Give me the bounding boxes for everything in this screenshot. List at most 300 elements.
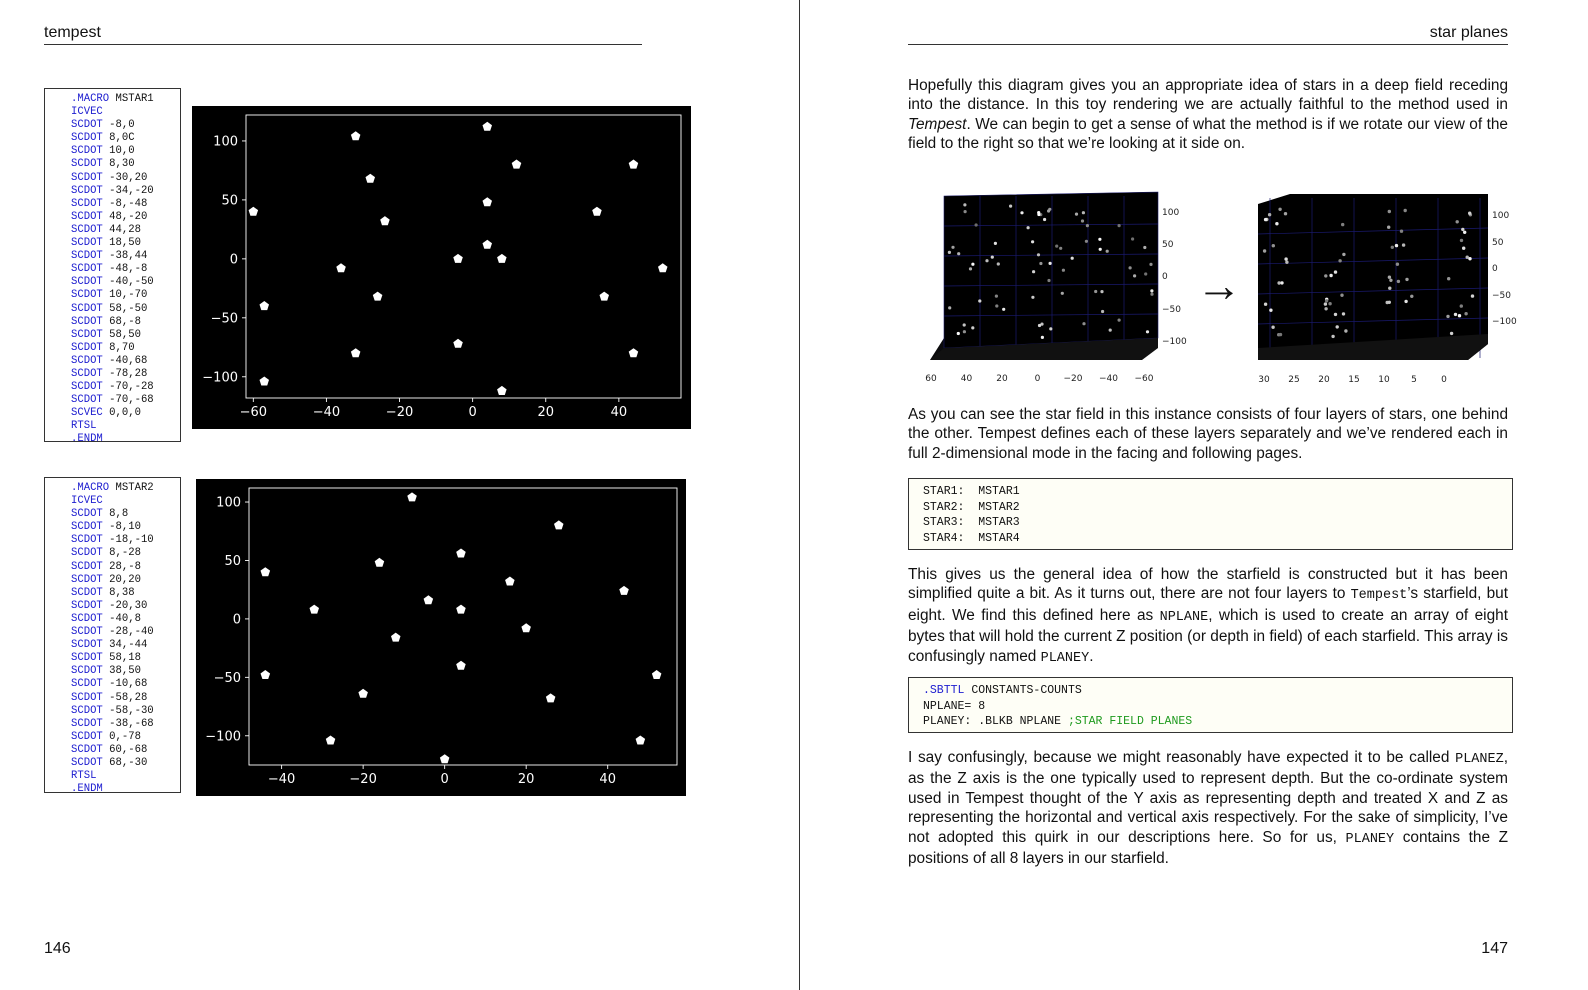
code-argument: -38,-68	[102, 717, 154, 730]
code-argument: 34,-44	[102, 639, 148, 652]
code-line	[71, 342, 172, 355]
code-argument: 68,-30	[102, 756, 148, 769]
code-argument: -8,0	[102, 119, 135, 132]
code-keyword: SCDOT	[71, 560, 103, 573]
head-rule	[908, 44, 1508, 45]
code-keyword: .ENDM	[71, 783, 103, 796]
star-point	[991, 256, 994, 259]
code-argument: 44,28	[102, 223, 141, 236]
code-keyword: SCDOT	[71, 367, 103, 380]
code-keyword: SCDOT	[71, 276, 103, 289]
star-point	[1031, 296, 1034, 299]
paragraph-intro: Hopefully this diagram gives you an appropriate idea of stars in a deep field receding into the distance. In this toy rendering we are actually faithful to the method used in Tempest. We can begin to get a sense of what the method is if we rotate our view of the field to the right so that we’re looking at it side on.	[908, 77, 1508, 153]
star-scatter-chart-mstar1	[192, 106, 691, 429]
code-keyword: SCDOT	[71, 381, 103, 394]
star-point	[1144, 272, 1147, 275]
code-line	[71, 692, 172, 705]
star-point	[1094, 290, 1097, 293]
star-point	[1462, 247, 1465, 250]
code-line	[71, 718, 172, 731]
code-keyword: SCDOT	[71, 717, 103, 730]
code-keyword: SCDOT	[71, 665, 103, 678]
code-keyword: SCDOT	[71, 171, 103, 184]
star-point	[1133, 274, 1136, 277]
code-keyword: SCDOT	[71, 302, 103, 315]
star-point	[1062, 269, 1065, 272]
star-point	[1118, 224, 1121, 227]
code-keyword: SCDOT	[71, 315, 103, 328]
x-tick-label: 20	[517, 772, 535, 787]
star-point	[1344, 329, 1347, 332]
code-keyword: SCDOT	[71, 730, 103, 743]
star-point	[1009, 205, 1012, 208]
code-argument: 10,-70	[102, 289, 148, 302]
star-point	[1395, 244, 1398, 247]
code-line	[71, 263, 172, 276]
code-line	[71, 119, 172, 132]
page-number: 146	[44, 940, 71, 957]
page-number: 147	[1481, 940, 1508, 957]
star-point	[1146, 330, 1149, 333]
code-keyword: SCDOT	[71, 197, 103, 210]
rotate-arrow-icon: →	[1196, 259, 1242, 311]
star-point	[1278, 208, 1281, 211]
star-point	[1471, 294, 1474, 297]
star-point	[1271, 326, 1274, 329]
y-tick-label: 100	[213, 134, 238, 150]
star-point	[1460, 304, 1463, 307]
star-point	[1331, 335, 1334, 338]
star-point	[1143, 246, 1146, 249]
x-tick-label: 30	[1258, 375, 1270, 385]
star-point	[995, 295, 998, 298]
code-line	[71, 757, 172, 770]
x-tick-label: 0	[1441, 375, 1447, 385]
code-keyword: SCDOT	[71, 756, 103, 769]
star-point	[1450, 332, 1453, 335]
code-keyword: SCDOT	[71, 289, 103, 302]
code-argument: 0,0,0	[102, 407, 141, 420]
code-argument: 60,-68	[102, 743, 148, 756]
star-point	[994, 242, 997, 245]
star-point	[1101, 310, 1104, 313]
running-head: tempest	[44, 24, 101, 41]
code-line: STAR3: MSTAR3	[923, 516, 1020, 529]
code-argument: 18,50	[102, 237, 141, 250]
code-keyword: SCVEC	[71, 407, 103, 420]
code-line: STAR4: MSTAR4	[923, 531, 1020, 545]
code-line	[71, 224, 172, 237]
star-point	[1458, 314, 1461, 317]
x-tick-label: 0	[468, 405, 477, 420]
star-point	[1047, 209, 1050, 212]
star-point	[997, 262, 1000, 265]
star-point	[1324, 274, 1327, 277]
star-point	[969, 267, 972, 270]
x-tick-label: 15	[1348, 375, 1360, 385]
star-point	[1264, 218, 1267, 221]
starfield-3d-side-view	[1250, 188, 1520, 388]
code-line	[71, 381, 172, 394]
x-tick-label: −60	[239, 405, 268, 420]
star-point	[1268, 213, 1271, 216]
star-point	[1082, 211, 1085, 214]
code-line	[71, 106, 172, 119]
code-argument: -28,-40	[102, 626, 154, 639]
star-point	[1269, 309, 1272, 312]
code-argument: -18,-10	[102, 534, 154, 547]
y-tick-label: −100	[202, 370, 238, 386]
y-tick-label: 50	[221, 193, 238, 209]
code-keyword: SCDOT	[71, 743, 103, 756]
star-point	[948, 251, 951, 254]
right-page	[802, 0, 1588, 990]
code-argument: 58,18	[102, 652, 141, 665]
star-point	[1454, 313, 1457, 316]
star-point	[971, 263, 974, 266]
y-tick-label: −100	[1162, 337, 1187, 347]
code-keyword: ICVEC	[71, 495, 103, 508]
star-point	[1032, 270, 1035, 273]
code-keyword: SCDOT	[71, 132, 103, 145]
star-point	[1082, 322, 1085, 325]
star-point	[1131, 237, 1134, 240]
code-line	[71, 731, 172, 744]
code-keyword: SCDOT	[71, 145, 103, 158]
code-line	[71, 678, 172, 691]
star-point	[1150, 293, 1153, 296]
code-argument: -8,-48	[102, 197, 148, 210]
code-line	[71, 394, 172, 407]
star-point	[1342, 253, 1345, 256]
star-point	[1329, 274, 1332, 277]
y-tick-label: 100	[1492, 211, 1510, 221]
code-line	[71, 574, 172, 587]
star-point	[1049, 262, 1052, 265]
macro-listing-mstar1	[44, 88, 181, 446]
y-tick-label: −50	[1492, 291, 1511, 301]
star-point	[1388, 210, 1391, 213]
star-point	[1328, 302, 1331, 305]
star-point	[1460, 239, 1463, 242]
code-argument: 8,-28	[102, 547, 141, 560]
y-tick-label: 0	[1162, 272, 1168, 282]
code-argument: -20,30	[102, 599, 148, 612]
code-argument: 8,30	[102, 158, 135, 171]
code-line	[71, 316, 172, 329]
star-point	[1099, 248, 1102, 251]
code-line	[71, 329, 172, 342]
code-keyword: SCDOT	[71, 394, 103, 407]
code-argument: 48,-20	[102, 210, 148, 223]
star-point	[1284, 257, 1287, 260]
y-tick-label: −100	[205, 729, 241, 745]
code-line	[71, 368, 172, 381]
code-argument: -34,-20	[102, 184, 154, 197]
star-point	[1324, 307, 1327, 310]
star-point	[1081, 219, 1084, 222]
code-keyword: .SBTTL	[923, 684, 965, 697]
star-point	[1002, 308, 1005, 311]
code-keyword: SCDOT	[71, 521, 103, 534]
star-point	[1285, 261, 1288, 264]
code-keyword: ICVEC	[71, 106, 103, 119]
code-line	[71, 744, 172, 757]
star-point	[1049, 327, 1052, 330]
code-keyword: SCDOT	[71, 210, 103, 223]
star-point	[1106, 250, 1109, 253]
star-point	[1396, 263, 1399, 266]
code-comment: ;STAR FIELD PLANES	[1067, 715, 1193, 728]
code-argument: -78,28	[102, 367, 148, 380]
code-keyword: SCDOT	[71, 691, 103, 704]
star-scatter-chart-mstar2	[196, 479, 686, 796]
y-tick-label: 0	[232, 612, 241, 628]
star-point	[1388, 287, 1391, 290]
star-point	[1456, 220, 1459, 223]
chart-background	[196, 479, 686, 796]
code-keyword: RTSL	[71, 770, 97, 783]
star-point	[1468, 212, 1471, 215]
star-point	[1338, 259, 1341, 262]
code-keyword: SCDOT	[71, 547, 103, 560]
code-line	[71, 534, 172, 547]
code-keyword: SCDOT	[71, 250, 103, 263]
star-point	[1334, 313, 1337, 316]
running-head: star planes	[1429, 24, 1508, 41]
star-point	[1280, 281, 1283, 284]
star-point	[948, 306, 951, 309]
star-point	[1150, 289, 1153, 292]
code-keyword: SCDOT	[71, 534, 103, 547]
code-line	[71, 303, 172, 316]
code-argument: 58,50	[102, 328, 141, 341]
star-point	[975, 223, 978, 226]
x-tick-label: 0	[1034, 374, 1041, 384]
plot3d-back-wall	[944, 192, 1158, 348]
star-point	[1263, 249, 1266, 252]
y-tick-label: 100	[1162, 208, 1180, 218]
code-argument: -48,-8	[102, 263, 148, 276]
plot3d-box	[1258, 194, 1488, 360]
star-point	[1020, 211, 1023, 214]
star-point	[1334, 270, 1337, 273]
star-point	[1059, 247, 1062, 250]
code-argument: -10,68	[102, 678, 148, 691]
star-point	[1340, 294, 1343, 297]
star-point	[1109, 329, 1112, 332]
star-point	[1037, 253, 1040, 256]
code-argument: 58,-50	[102, 302, 148, 315]
x-tick-label: 20	[996, 374, 1008, 384]
code-line	[71, 561, 172, 574]
x-tick-label: 5	[1411, 375, 1417, 385]
star-point	[1391, 246, 1394, 249]
star-point	[1031, 240, 1034, 243]
code-line	[71, 407, 172, 420]
y-tick-label: −50	[213, 670, 241, 686]
y-tick-label: 50	[224, 553, 241, 569]
code-keyword: SCDOT	[71, 612, 103, 625]
code-argument: -40,68	[102, 354, 148, 367]
x-tick-label: −20	[385, 405, 414, 420]
code-line	[71, 145, 172, 158]
star-point	[1264, 303, 1267, 306]
star-point	[1086, 224, 1089, 227]
star-point	[1387, 226, 1390, 229]
y-tick-label: 100	[216, 495, 241, 511]
x-tick-label: 0	[440, 772, 449, 787]
code-line	[71, 276, 172, 289]
y-tick-label: 50	[1492, 238, 1504, 248]
star-point	[1404, 209, 1407, 212]
star-point	[1277, 281, 1280, 284]
code-argument: 0,-78	[102, 730, 141, 743]
code-argument: 20,20	[102, 573, 141, 586]
star-point	[1447, 277, 1450, 280]
paragraph-nplane: This gives us the general idea of how the starfield is constructed but it has been simplified quite a bit. As it turns out, there are not four layers to Tempest’s starfield, but eight. We find this defined here as NPLANE, which is used to create an array of eight bytes that will hold the current Z position (or depth in field) of each starfield. This array is confusingly named PLANEY.	[908, 566, 1508, 666]
star-point	[985, 259, 988, 262]
star-point	[1324, 302, 1327, 305]
star-point	[963, 330, 966, 333]
x-tick-label: 40	[599, 772, 616, 787]
code-line	[71, 185, 172, 198]
code-argument: -30,20	[102, 171, 148, 184]
code-keyword: SCDOT	[71, 184, 103, 197]
star-point	[995, 304, 998, 307]
star-point	[1463, 231, 1466, 234]
code-argument: -58,-30	[102, 704, 154, 717]
star-point	[1275, 222, 1278, 225]
x-tick-label: −40	[312, 405, 341, 420]
x-tick-label: −20	[349, 772, 377, 787]
code-argument: -58,28	[102, 691, 148, 704]
x-tick-label: −20	[1063, 374, 1083, 384]
code-keyword: SCDOT	[71, 586, 103, 599]
code-keyword: SCDOT	[71, 573, 103, 586]
code-keyword: RTSL	[71, 420, 97, 433]
star-point	[1272, 244, 1275, 247]
paragraph-layers: As you can see the star field in this instance consists of four layers of stars, one behind the other. Tempest defines each of these layers separately and we’ve rendered each in full 2-dimensional mode in the facing and following pages.	[908, 406, 1508, 462]
code-line	[71, 237, 172, 250]
code-line	[71, 705, 172, 718]
star-point	[1405, 278, 1408, 281]
star-point	[1038, 324, 1041, 327]
code-line: STAR1: MSTAR1	[923, 485, 1020, 498]
code-argument: 8,8	[102, 508, 129, 521]
star-point	[1410, 295, 1413, 298]
x-tick-label: −40	[267, 772, 296, 787]
code-line	[71, 355, 172, 368]
code-line	[71, 482, 172, 495]
star-point	[1284, 212, 1287, 215]
y-tick-label: −50	[210, 311, 238, 327]
code-argument: 38,50	[102, 665, 141, 678]
code-keyword: SCDOT	[71, 263, 103, 276]
y-tick-label: −100	[1492, 317, 1517, 327]
star-point	[1388, 301, 1391, 304]
code-line	[71, 639, 172, 652]
code-argument: MSTAR2	[109, 482, 154, 494]
code-line	[71, 420, 172, 433]
code-keyword: SCDOT	[71, 626, 103, 639]
code-keyword: SCDOT	[71, 237, 103, 250]
code-line	[71, 600, 172, 613]
code-argument: -70,-68	[102, 394, 154, 407]
star-point	[964, 210, 967, 213]
star-point	[951, 246, 954, 249]
code-line	[71, 495, 172, 508]
code-argument: 8,70	[102, 341, 135, 354]
star-point	[1404, 300, 1407, 303]
star-point	[978, 299, 981, 302]
code-line	[71, 770, 172, 783]
code-line	[71, 652, 172, 665]
star-point	[1100, 290, 1103, 293]
code-keyword: .MACRO	[71, 482, 110, 494]
x-tick-label: 40	[610, 405, 628, 420]
star-point	[963, 203, 966, 206]
star-point	[1085, 240, 1088, 243]
star-point	[1389, 279, 1392, 282]
code-argument: 68,-8	[102, 315, 141, 328]
code-keyword: SCDOT	[71, 678, 103, 691]
star-point	[1043, 218, 1046, 221]
star-point	[1388, 276, 1391, 279]
code-argument: -38,44	[102, 250, 148, 263]
code-line	[71, 211, 172, 224]
star-point	[1047, 279, 1050, 282]
y-tick-label: −50	[1162, 305, 1181, 315]
code-keyword: SCDOT	[71, 341, 103, 354]
code-keyword: SCDOT	[71, 599, 103, 612]
code-listing-constants: .SBTTL CONSTANTS-COUNTS NPLANE= 8 PLANEY: .BLKB NPLANE ;STAR FIELD PLANES	[908, 677, 1513, 733]
code-line	[71, 587, 172, 600]
code-line	[71, 613, 172, 626]
y-tick-label: 0	[229, 252, 238, 268]
star-point	[1037, 211, 1040, 214]
code-argument: 10,0	[102, 145, 135, 158]
code-line	[71, 521, 172, 534]
star-point	[963, 323, 966, 326]
star-point	[1055, 245, 1058, 248]
code-keyword: SCDOT	[71, 328, 103, 341]
code-listing-star-layers	[908, 478, 1513, 550]
code-line	[71, 547, 172, 560]
code-argument: MSTAR1	[109, 93, 154, 105]
star-point	[1446, 315, 1449, 318]
x-tick-label: 10	[1378, 375, 1390, 385]
code-keyword: SCDOT	[71, 354, 103, 367]
star-point	[1461, 228, 1464, 231]
x-tick-label: 60	[925, 374, 937, 384]
y-tick-label: 50	[1162, 240, 1174, 250]
code-line	[71, 198, 172, 211]
code-keyword: SCDOT	[71, 158, 103, 171]
star-point	[1397, 280, 1400, 283]
code-argument: 28,-8	[102, 560, 141, 573]
code-line	[71, 172, 172, 185]
code-argument: -40,8	[102, 612, 141, 625]
macro-listing-mstar2	[44, 477, 181, 796]
star-point	[971, 326, 974, 329]
code-line	[71, 626, 172, 639]
star-point	[1098, 238, 1101, 241]
code-line	[71, 93, 172, 106]
code-keyword: SCDOT	[71, 639, 103, 652]
code-line	[71, 783, 172, 796]
code-argument: -40,-50	[102, 276, 154, 289]
